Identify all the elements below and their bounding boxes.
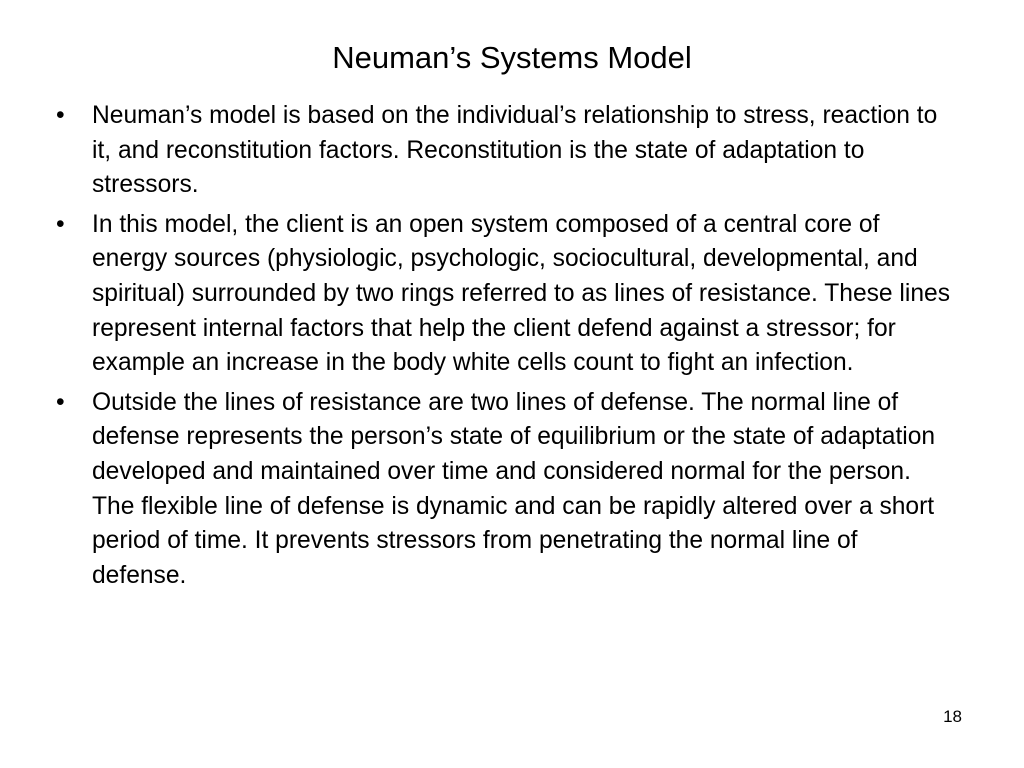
bullet-list — [56, 99, 956, 598]
slide-title: Neuman’s Systems Model — [332, 40, 692, 75]
bullet-item-1 — [56, 99, 956, 203]
bullet-text: Neuman’s model is based on the individual’s relationship to stress, reaction to it, and reconstitution factors. Reconstitution is the state of adaptation to stressors. — [92, 102, 938, 199]
page-number: 18 — [943, 707, 962, 726]
bullet-icon: • — [56, 388, 65, 416]
bullet-icon: • — [56, 102, 65, 129]
bullet-text: Outside the lines of resistance are two lines of defense. The normal line of defense represents the person’s state of equilibrium or the state of adaptation developed and maintained over time and considered normal for the person. The flexible line of defense is dynamic and can be rapidly altered over a short period of time. It prevents stressors from penetrating the normal line of defense. — [92, 388, 936, 589]
bullet-icon: • — [56, 210, 65, 238]
bullet-item-3 — [56, 386, 956, 594]
bullet-item-2 — [56, 208, 956, 381]
bullet-text: In this model, the client is an open system composed of a central core of energy sources (physiologic, psychologic, sociocultural, developmental, and spiritual) surrounded by two rings referred to as lines of resistance. These lines represent internal factors that help the client defend against a stressor; for example an increase in the body white cells count to fight an infection. — [92, 210, 951, 377]
